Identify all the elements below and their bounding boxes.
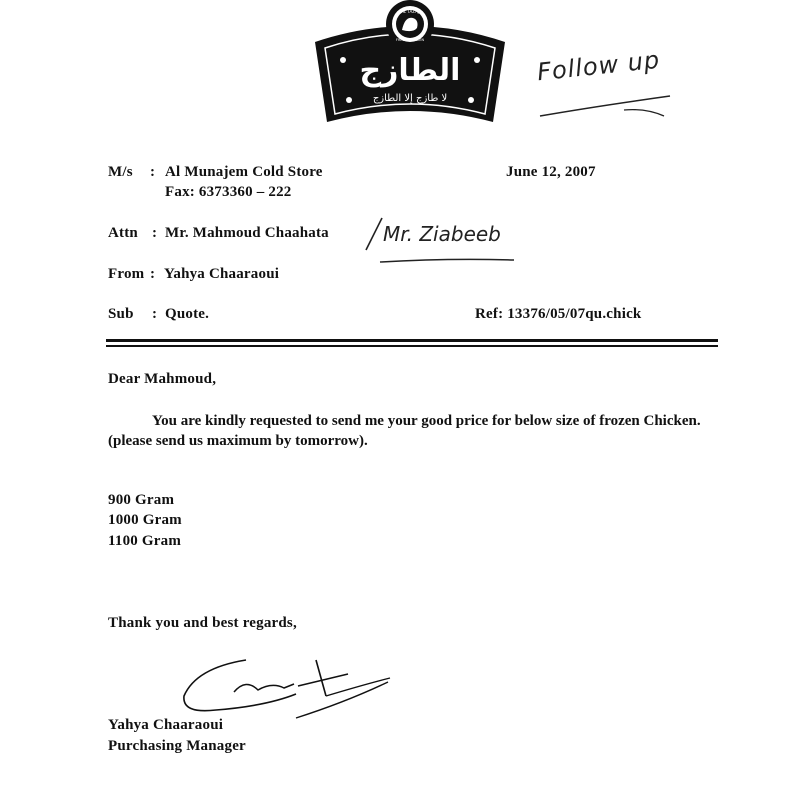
request-text: You are kindly requested to send me your good price for below size of frozen Chicken. (please send us maximum by tomorrow).	[108, 413, 701, 449]
size-item: 1100 Gram	[108, 533, 182, 549]
logo-seal-text: AL TAZAJ	[401, 9, 419, 14]
closing: Thank you and best regards,	[108, 615, 297, 631]
signatory-name: Yahya Chaaraoui	[108, 717, 224, 733]
fax-value: Fax: 6373360 – 222	[165, 184, 292, 200]
logo-wordmark: الطازج	[359, 53, 461, 88]
company-logo	[305, 0, 515, 132]
handwritten-follow-up: Follow up	[535, 45, 662, 87]
handwritten-attn-addition: Mr. Ziabeeb	[383, 222, 501, 246]
size-item: 1000 Gram	[108, 512, 182, 528]
attn-value: Mr. Mahmoud Chaahata	[165, 225, 329, 241]
attn-colon: :	[152, 225, 158, 241]
to-label: M/s	[108, 164, 133, 180]
sub-colon: :	[152, 306, 158, 322]
from-colon: :	[150, 266, 156, 282]
request-paragraph	[108, 411, 708, 451]
attn-label: Attn	[108, 225, 138, 241]
from-label: From	[108, 266, 145, 282]
to-value: Al Munajem Cold Store	[165, 164, 323, 180]
signatory-title: Purchasing Manager	[108, 738, 246, 754]
to-colon: :	[150, 164, 156, 180]
reference-number: Ref: 13376/05/07qu.chick	[475, 306, 642, 322]
logo-tagline: لا طازج إلا الطازج	[372, 93, 448, 104]
attn-underline	[378, 254, 518, 268]
from-value: Yahya Chaaraoui	[164, 266, 280, 282]
logo-seal-subtext: FRESH CHICKEN	[395, 38, 425, 42]
follow-up-underline	[538, 92, 678, 122]
header-divider-bottom	[106, 345, 718, 347]
sub-value: Quote.	[165, 306, 210, 322]
handwritten-signature	[176, 652, 396, 726]
header-divider-top	[106, 339, 718, 342]
salutation: Dear Mahmoud,	[108, 371, 217, 387]
letter-date: June 12, 2007	[506, 164, 596, 180]
size-item: 900 Gram	[108, 492, 175, 508]
sub-label: Sub	[108, 306, 134, 322]
